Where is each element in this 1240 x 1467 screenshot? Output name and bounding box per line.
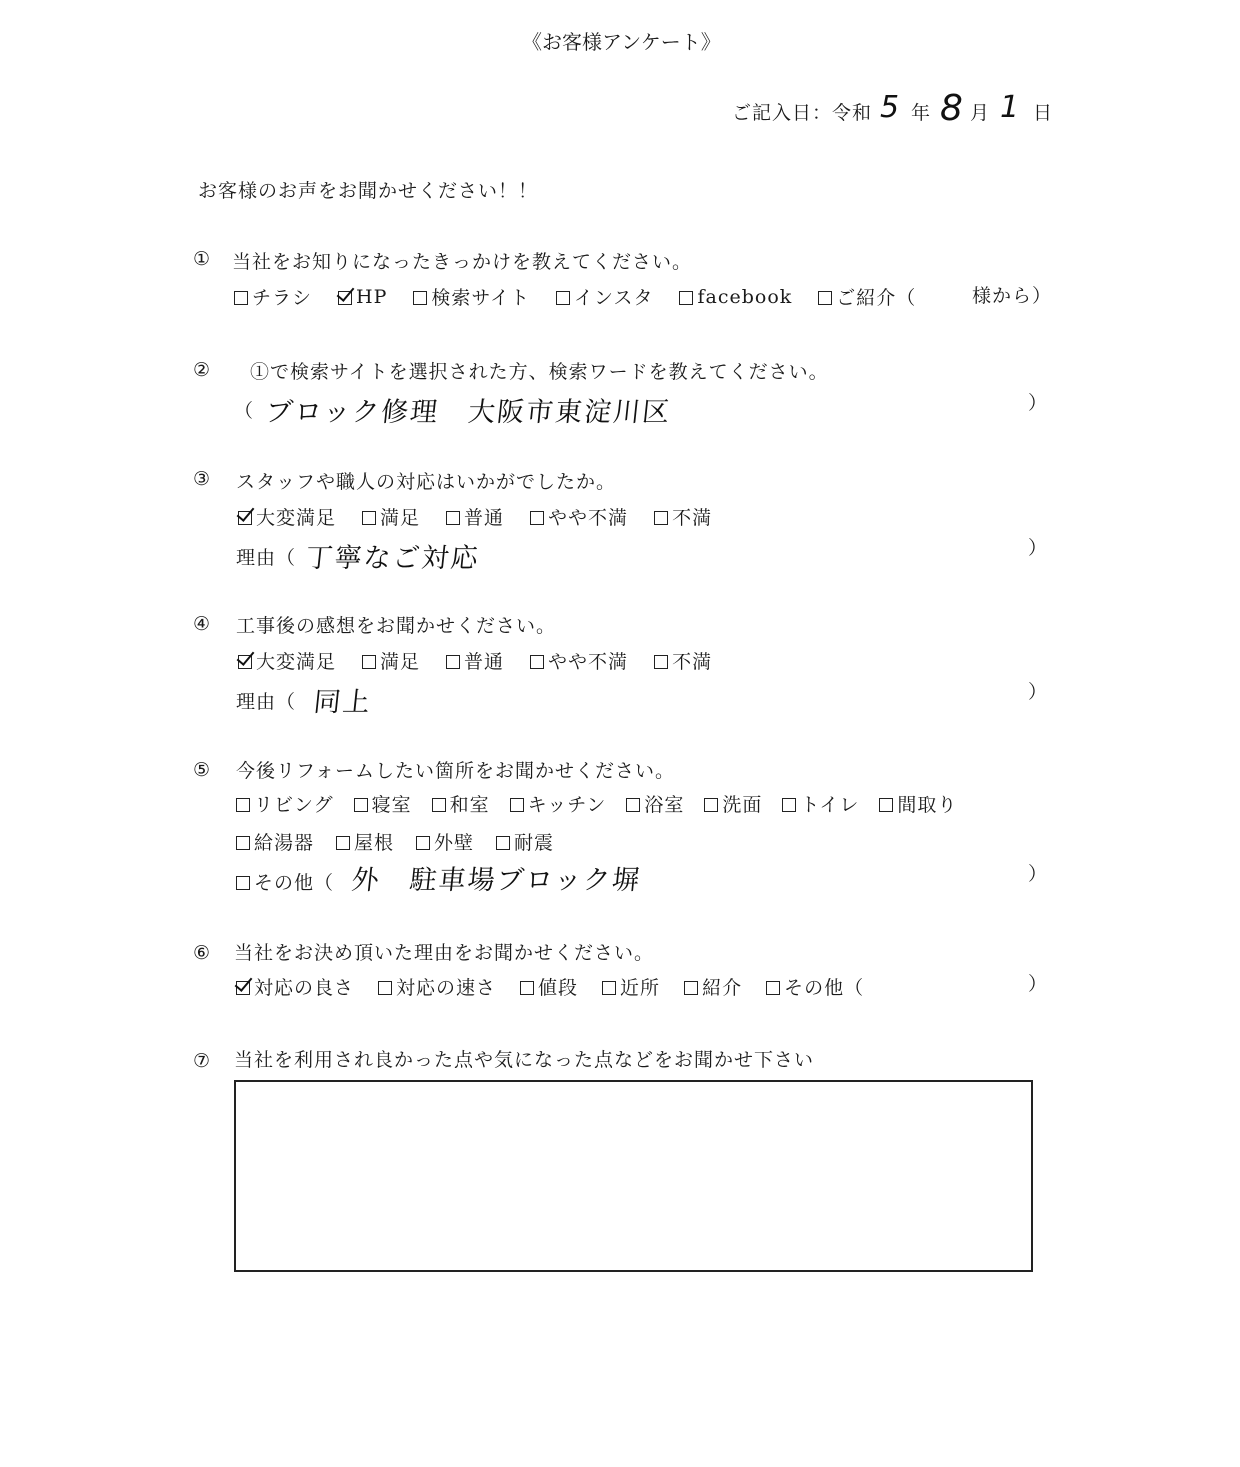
q4-close-paren: ） bbox=[1028, 681, 1049, 703]
q5-option-toilet[interactable]: トイレ bbox=[782, 790, 859, 817]
q4-option-somewhat-dissatisfied[interactable]: やや不満 bbox=[530, 647, 628, 674]
q5-number: ⑤ bbox=[193, 759, 212, 781]
checkbox-icon[interactable] bbox=[626, 798, 640, 812]
date-year-unit: 年 bbox=[911, 102, 932, 124]
q5-option-bathroom[interactable]: 浴室 bbox=[626, 790, 684, 817]
q2-answer[interactable]: ブロック修理 大阪市東淀川区 bbox=[264, 397, 673, 428]
q1-option-instagram[interactable]: インスタ bbox=[556, 283, 653, 310]
checked-checkbox-icon[interactable] bbox=[236, 981, 250, 995]
q5-other[interactable]: その他（ bbox=[236, 868, 334, 895]
q6-option-good-response[interactable]: 対応の良さ bbox=[236, 973, 354, 1000]
checkbox-icon[interactable] bbox=[236, 836, 250, 850]
q4-reason-label: 理由（ bbox=[236, 691, 297, 713]
date-year: 5 bbox=[880, 90, 900, 125]
q6-option-fast-response[interactable]: 対応の速さ bbox=[378, 973, 496, 1000]
date-day: 1 bbox=[1000, 90, 1020, 125]
checkbox-icon[interactable] bbox=[378, 981, 392, 995]
q2-text: ①で検索サイトを選択された方、検索ワードを教えてください。 bbox=[250, 361, 829, 383]
q5-option-kitchen[interactable]: キッチン bbox=[510, 790, 607, 817]
q6-option-nearby[interactable]: 近所 bbox=[602, 973, 660, 1000]
q7-text: 当社を利用され良かった点や気になった点などをお聞かせ下さい bbox=[234, 1049, 815, 1071]
q5-option-water-heater[interactable]: 給湯器 bbox=[236, 828, 314, 855]
checked-checkbox-icon[interactable] bbox=[238, 655, 252, 669]
q3-option-dissatisfied[interactable]: 不満 bbox=[654, 503, 712, 530]
checkbox-icon[interactable] bbox=[446, 655, 460, 669]
checkbox-icon[interactable] bbox=[510, 798, 524, 812]
checkbox-icon[interactable] bbox=[704, 798, 718, 812]
date-day-unit: 日 bbox=[1033, 102, 1054, 124]
q3-options bbox=[238, 503, 738, 530]
q2-close-paren: ） bbox=[1028, 392, 1049, 414]
checkbox-icon[interactable] bbox=[336, 836, 350, 850]
q6-option-referral[interactable]: 紹介 bbox=[684, 973, 742, 1000]
q5-text: 今後リフォームしたい箇所をお聞かせください。 bbox=[236, 760, 676, 782]
q6-option-other[interactable]: その他（ bbox=[766, 973, 864, 1000]
checkbox-icon[interactable] bbox=[496, 836, 510, 850]
date-month-unit: 月 bbox=[970, 102, 991, 124]
q1-option-referral[interactable]: ご紹介（ bbox=[818, 283, 916, 310]
checkbox-icon[interactable] bbox=[654, 655, 668, 669]
q6-number: ⑥ bbox=[193, 942, 212, 964]
checkbox-icon[interactable] bbox=[236, 876, 250, 890]
q3-close-paren: ） bbox=[1028, 537, 1049, 559]
checkbox-icon[interactable] bbox=[413, 291, 427, 305]
q3-option-very-satisfied[interactable]: 大変満足 bbox=[238, 503, 336, 530]
q7-number: ⑦ bbox=[193, 1050, 212, 1072]
checkbox-icon[interactable] bbox=[520, 981, 534, 995]
checkbox-icon[interactable] bbox=[530, 655, 544, 669]
q5-option-washroom[interactable]: 洗面 bbox=[704, 790, 762, 817]
q5-option-living[interactable]: リビング bbox=[236, 790, 334, 817]
checkbox-icon[interactable] bbox=[432, 798, 446, 812]
q1-option-hp[interactable]: HP bbox=[338, 286, 387, 308]
q1-options bbox=[234, 283, 942, 310]
checked-checkbox-icon[interactable] bbox=[338, 291, 352, 305]
checkbox-icon[interactable] bbox=[354, 798, 368, 812]
q4-number: ④ bbox=[193, 613, 212, 635]
q5-other-answer[interactable]: 外 駐車場ブロック塀 bbox=[350, 865, 643, 896]
checkbox-icon[interactable] bbox=[684, 981, 698, 995]
checked-checkbox-icon[interactable] bbox=[238, 511, 252, 525]
q2-open-paren: （ bbox=[234, 400, 255, 422]
q7-comment-box[interactable] bbox=[234, 1080, 1033, 1272]
q5-options-row1 bbox=[236, 790, 957, 817]
checkbox-icon[interactable] bbox=[556, 291, 570, 305]
q3-option-satisfied[interactable]: 満足 bbox=[362, 503, 420, 530]
q6-option-price[interactable]: 値段 bbox=[520, 973, 578, 1000]
checkbox-icon[interactable] bbox=[818, 291, 832, 305]
checkbox-icon[interactable] bbox=[766, 981, 780, 995]
survey-title: 《お客様アンケート》 bbox=[522, 30, 721, 54]
q5-options-row2 bbox=[236, 828, 580, 855]
checkbox-icon[interactable] bbox=[602, 981, 616, 995]
q3-option-neutral[interactable]: 普通 bbox=[446, 503, 504, 530]
q5-option-japanese-room[interactable]: 和室 bbox=[432, 790, 490, 817]
q5-option-exterior-wall[interactable]: 外壁 bbox=[416, 828, 474, 855]
q4-option-neutral[interactable]: 普通 bbox=[446, 647, 504, 674]
checkbox-icon[interactable] bbox=[446, 511, 460, 525]
checkbox-icon[interactable] bbox=[782, 798, 796, 812]
q5-option-earthquake[interactable]: 耐震 bbox=[496, 828, 554, 855]
checkbox-icon[interactable] bbox=[879, 798, 893, 812]
q4-option-very-satisfied[interactable]: 大変満足 bbox=[238, 647, 336, 674]
q4-option-dissatisfied[interactable]: 不満 bbox=[654, 647, 712, 674]
checkbox-icon[interactable] bbox=[362, 511, 376, 525]
q3-reason-label: 理由（ bbox=[236, 547, 297, 569]
q5-close-paren: ） bbox=[1028, 863, 1049, 885]
checkbox-icon[interactable] bbox=[234, 291, 248, 305]
q4-text: 工事後の感想をお聞かせください。 bbox=[236, 615, 557, 637]
checkbox-icon[interactable] bbox=[530, 511, 544, 525]
q4-options bbox=[238, 647, 738, 674]
q1-number: ① bbox=[193, 248, 212, 270]
date-label: ご記入日：令和 bbox=[732, 102, 873, 124]
q3-reason-answer[interactable]: 丁寧なご対応 bbox=[304, 543, 482, 574]
intro-text: お客様のお声をお聞かせください！！ bbox=[198, 180, 539, 202]
q1-option-facebook[interactable]: facebook bbox=[679, 286, 792, 308]
q5-option-layout[interactable]: 間取り bbox=[879, 790, 957, 817]
q6-options bbox=[236, 973, 864, 1000]
q5-option-bedroom[interactable]: 寝室 bbox=[354, 790, 412, 817]
checkbox-icon[interactable] bbox=[362, 655, 376, 669]
q3-text: スタッフや職人の対応はいかがでしたか。 bbox=[236, 471, 617, 493]
checkbox-icon[interactable] bbox=[416, 836, 430, 850]
q4-option-satisfied[interactable]: 満足 bbox=[362, 647, 420, 674]
q4-reason-answer[interactable]: 同上 bbox=[312, 687, 374, 718]
q5-option-roof[interactable]: 屋根 bbox=[336, 828, 394, 855]
q1-referral-suffix: 様から） bbox=[972, 285, 1053, 307]
q6-close-paren: ） bbox=[1028, 973, 1049, 995]
q3-option-somewhat-dissatisfied[interactable]: やや不満 bbox=[530, 503, 628, 530]
q7-comment-text bbox=[236, 1082, 1031, 1102]
q6-text: 当社をお決め頂いた理由をお聞かせください。 bbox=[234, 942, 655, 964]
q3-number: ③ bbox=[193, 468, 212, 490]
checkbox-icon[interactable] bbox=[679, 291, 693, 305]
q1-text: 当社をお知りになったきっかけを教えてください。 bbox=[232, 251, 693, 273]
q1-option-search-site[interactable]: 検索サイト bbox=[413, 283, 530, 310]
q1-option-flyer[interactable]: チラシ bbox=[234, 283, 312, 310]
date-month: 8 bbox=[940, 88, 963, 129]
checkbox-icon[interactable] bbox=[236, 798, 250, 812]
q2-number: ② bbox=[193, 359, 212, 381]
checkbox-icon[interactable] bbox=[654, 511, 668, 525]
